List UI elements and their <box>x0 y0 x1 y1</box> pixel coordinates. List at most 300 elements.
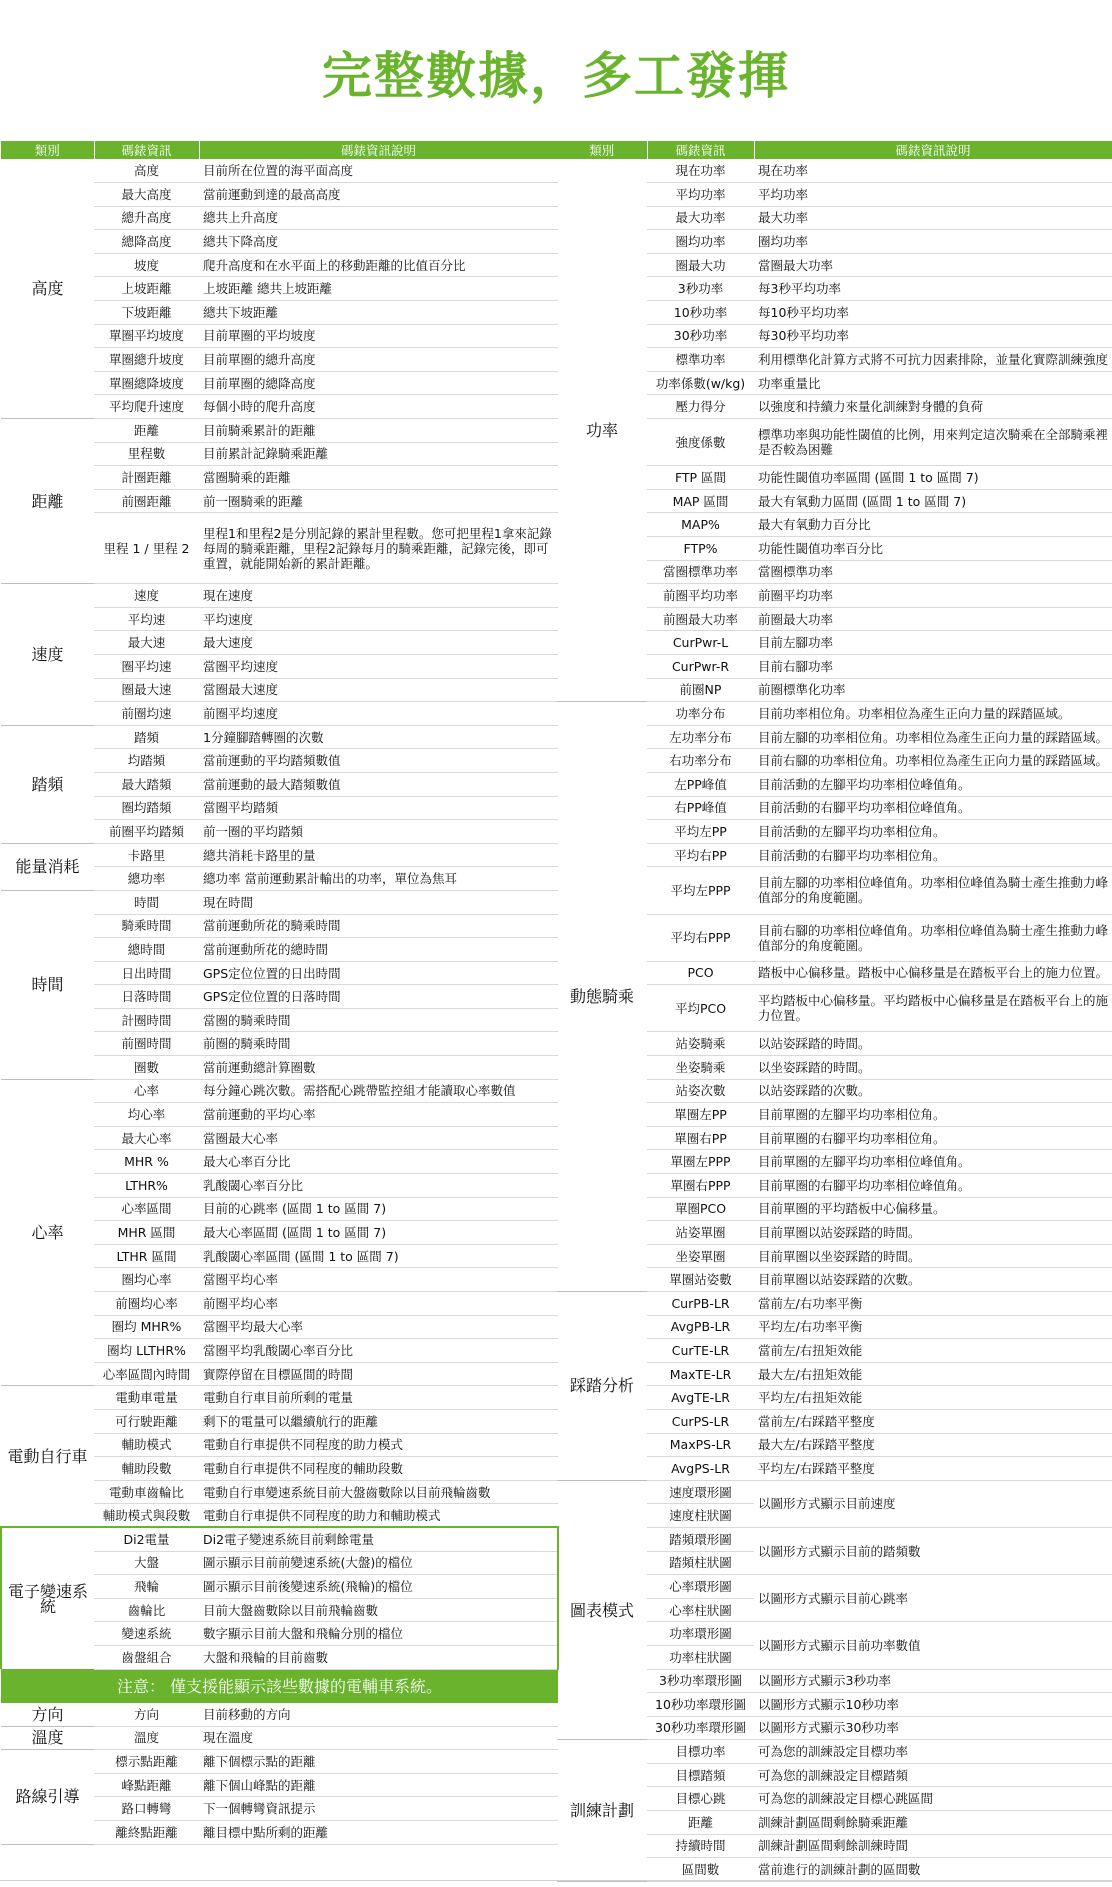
field-description-cell: 標準功率與功能性閾值的比例，用來判定這次騎乘在全部騎乘裡是否較為困難 <box>754 419 1112 466</box>
field-name-cell: 距離 <box>647 1811 754 1835</box>
field-name-cell: 最大心率 <box>94 1126 199 1150</box>
field-name-cell: 10秒功率 <box>647 301 754 325</box>
field-name-cell: 電動車齒輪比 <box>94 1480 199 1504</box>
field-description-cell: 總共上升高度 <box>199 206 558 230</box>
field-name-cell: MaxTE-LR <box>647 1362 754 1386</box>
field-description-cell: 電動自行車提供不同程度的助力和輔助模式 <box>199 1504 558 1528</box>
field-name-cell: 里程數 <box>94 442 199 466</box>
field-name-cell: 心率區間內時間 <box>94 1362 199 1386</box>
field-name-cell: 站姿騎乘 <box>647 1032 754 1056</box>
field-description-cell: 最大速度 <box>199 631 558 655</box>
field-name-cell: 單圈右PP <box>647 1126 754 1150</box>
field-name-cell: 距離 <box>94 419 199 443</box>
field-name-cell: CurPB-LR <box>647 1292 754 1316</box>
field-description-cell: 實際停留在目標區間的時間 <box>199 1362 558 1386</box>
table-row <box>1 419 558 443</box>
field-description-cell: 剩下的電量可以繼續航行的距離 <box>199 1409 558 1433</box>
field-description-cell: 最大心率百分比 <box>199 1150 558 1174</box>
field-name-cell: MAP 區間 <box>647 489 754 513</box>
field-name-cell: 下坡距離 <box>94 301 199 325</box>
field-description-cell: 每分鐘心跳次數。需搭配心跳帶監控組才能讀取心率數值 <box>199 1079 558 1103</box>
field-name-cell: 電動車電量 <box>94 1386 199 1410</box>
field-name-cell: 最大踏頻 <box>94 772 199 796</box>
table-row <box>1 1750 558 1774</box>
category-cell: 踏頻 <box>1 725 94 843</box>
field-description-cell: 目前單圈以站姿踩踏的次數。 <box>754 1268 1112 1292</box>
table-row <box>557 702 1112 726</box>
field-description-cell: 平均功率 <box>754 183 1112 207</box>
field-name-cell: 心率 <box>94 1079 199 1103</box>
field-name-cell: 圈最大功 <box>647 253 754 277</box>
field-description-cell: 圖示顯示目前前變速系統(大盤)的檔位 <box>199 1551 558 1575</box>
field-description-cell: 里程1和里程2是分別記錄的累計里程數。您可把里程1拿來記錄每周的騎乘距離，里程2記錄每月的騎乘距離，記錄完後，即可重置，就能開始新的累計距離。 <box>199 513 558 584</box>
field-description-cell: 前一圈的平均踏頻 <box>199 820 558 844</box>
field-description-cell: 當前運動的最大踏頻數值 <box>199 772 558 796</box>
field-description-cell: 當圈平均踏頻 <box>199 796 558 820</box>
field-name-cell: 標示點距離 <box>94 1750 199 1774</box>
field-name-cell: MAP% <box>647 513 754 537</box>
field-name-cell: 目標心跳 <box>647 1787 754 1811</box>
field-description-cell: 電動自行車提供不同程度的輔助段數 <box>199 1457 558 1481</box>
category-cell: 動態騎乘 <box>557 702 647 1292</box>
field-description-cell: 目前右腳的功率相位峰值角。功率相位峰值為騎士產生推動力峰值部分的角度範圍。 <box>754 914 1112 961</box>
field-name-cell: MaxPS-LR <box>647 1433 754 1457</box>
header-description: 碼錶資訊說明 <box>199 141 558 159</box>
field-name-cell: 平均功率 <box>647 183 754 207</box>
field-description-cell: 大盤和飛輪的目前齒數 <box>199 1645 558 1669</box>
field-description-cell: GPS定位位置的日落時間 <box>199 985 558 1009</box>
ebike-note-row <box>1 1669 558 1703</box>
left-header-row <box>1 141 558 159</box>
field-name-cell: AvgPB-LR <box>647 1315 754 1339</box>
left-data-table <box>0 141 559 1845</box>
field-description-cell: 目前左腳的功率相位角。功率相位為產生正向力量的踩踏區域。 <box>754 725 1112 749</box>
field-description-cell: 以圖形方式顯示10秒功率 <box>754 1693 1112 1717</box>
field-name-cell: 方向 <box>94 1703 199 1727</box>
field-description-cell: 前一圈騎乘的距離 <box>199 489 558 513</box>
field-name-cell: 3秒功率 <box>647 277 754 301</box>
category-cell: 電動自行車 <box>1 1386 94 1528</box>
field-name-cell: 踏頻 <box>94 725 199 749</box>
category-cell: 圖表模式 <box>557 1480 647 1740</box>
field-description-cell: 利用標準化計算方式將不可抗力因素排除，並量化實際訓練強度 <box>754 348 1112 372</box>
field-name-cell: MHR % <box>94 1150 199 1174</box>
field-description-cell: 目前左腳的功率相位峰值角。功率相位峰值為騎士產生推動力峰值部分的角度範圍。 <box>754 867 1112 914</box>
field-description-cell: 目前左腳功率 <box>754 631 1112 655</box>
category-cell: 能量消耗 <box>1 843 94 890</box>
field-description-cell: 當圈騎乘的距離 <box>199 466 558 490</box>
field-description-cell: 乳酸閾心率百分比 <box>199 1174 558 1198</box>
field-name-cell: 峰點距離 <box>94 1773 199 1797</box>
field-name-cell: 最大速 <box>94 631 199 655</box>
field-name-cell: 單圈右PPP <box>647 1174 754 1198</box>
field-description-cell: 以坐姿踩踏的時間。 <box>754 1056 1112 1080</box>
field-name-cell: 均踏頻 <box>94 749 199 773</box>
category-cell: 溫度 <box>1 1726 94 1750</box>
field-name-cell: 目標踏頻 <box>647 1763 754 1787</box>
field-name-cell: CurTE-LR <box>647 1339 754 1363</box>
field-description-cell: 平均左/右功率平衡 <box>754 1315 1112 1339</box>
field-name-cell: 前圈均心率 <box>94 1292 199 1316</box>
field-description-cell: 當圈平均最大心率 <box>199 1315 558 1339</box>
field-description-cell: 當前運動的平均踏頻數值 <box>199 749 558 773</box>
field-name-cell: 單圈左PPP <box>647 1150 754 1174</box>
field-name-cell: 當圈標準功率 <box>647 560 754 584</box>
field-name-cell: 總升高度 <box>94 206 199 230</box>
field-name-cell: AvgPS-LR <box>647 1457 754 1481</box>
field-name-cell: 坡度 <box>94 253 199 277</box>
field-name-cell: 坐姿單圈 <box>647 1244 754 1268</box>
table-row <box>1 1726 558 1750</box>
field-name-cell: 前圈NP <box>647 678 754 702</box>
table-row <box>1 159 558 183</box>
field-description-cell: 訓練計劃區間剩餘騎乘距離 <box>754 1811 1112 1835</box>
field-description-cell: 功率重量比 <box>754 371 1112 395</box>
field-description-cell: 當圈平均速度 <box>199 654 558 678</box>
field-name-cell: 總降高度 <box>94 230 199 254</box>
field-name-cell: 圈平均速 <box>94 654 199 678</box>
ebike-note: 注意： 僅支援能顯示該些數據的電輔車系統。 <box>1 1669 558 1703</box>
header-field: 碼錶資訊 <box>94 141 199 159</box>
field-description-cell: 當前運動的平均心率 <box>199 1103 558 1127</box>
field-description-cell: 當圈最大速度 <box>199 678 558 702</box>
field-name-cell: 30秒功率環形圖 <box>647 1716 754 1740</box>
field-description-cell: 總功率 當前運動累計輸出的功率，單位為焦耳 <box>199 867 558 891</box>
field-name-cell: 功率柱狀圖 <box>647 1645 754 1669</box>
table-row <box>1 843 558 867</box>
field-name-cell: 壓力得分 <box>647 395 754 419</box>
field-description-cell: 目前騎乘累計的距離 <box>199 419 558 443</box>
field-description-cell: 電動自行車提供不同程度的助力模式 <box>199 1433 558 1457</box>
field-description-cell: 目前移動的方向 <box>199 1703 558 1727</box>
field-name-cell: 輔助模式 <box>94 1433 199 1457</box>
field-description-cell: 前圈平均功率 <box>754 584 1112 608</box>
field-name-cell: 踏頻柱狀圖 <box>647 1551 754 1575</box>
field-description-cell: 當前左/右功率平衡 <box>754 1292 1112 1316</box>
field-name-cell: 持續時間 <box>647 1834 754 1858</box>
page-title: 完整數據，多工發揮 <box>322 47 790 105</box>
category-cell: 路線引導 <box>1 1750 94 1844</box>
category-cell: 距離 <box>1 419 94 584</box>
field-description-cell: Di2電子變速系統目前剩餘電量 <box>199 1527 558 1551</box>
field-name-cell: 心率區間 <box>94 1197 199 1221</box>
field-description-cell: 以圖形方式顯示30秒功率 <box>754 1716 1112 1740</box>
field-name-cell: 日落時間 <box>94 985 199 1009</box>
field-description-cell: 上坡距離 總共上坡距離 <box>199 277 558 301</box>
field-name-cell: 坐姿騎乘 <box>647 1056 754 1080</box>
field-description-cell: 平均踏板中心偏移量。平均踏板中心偏移量是在踏板平台上的施力位置。 <box>754 985 1112 1032</box>
table-row <box>557 1740 1112 1764</box>
field-description-cell: 當前進行的訓練計劃的區間數 <box>754 1858 1112 1882</box>
field-name-cell: 右PP峰值 <box>647 796 754 820</box>
field-description-cell: 最大功率 <box>754 206 1112 230</box>
field-description-cell: 前圈平均心率 <box>199 1292 558 1316</box>
category-cell: 方向 <box>1 1703 94 1727</box>
field-name-cell: 左PP峰值 <box>647 772 754 796</box>
field-name-cell: 平均PCO <box>647 985 754 1032</box>
field-description-cell: 以站姿踩踏的次數。 <box>754 1079 1112 1103</box>
field-name-cell: 輔助段數 <box>94 1457 199 1481</box>
field-name-cell: 10秒功率環形圖 <box>647 1693 754 1717</box>
field-description-cell: 當圈最大功率 <box>754 253 1112 277</box>
field-name-cell: 離終點距離 <box>94 1820 199 1844</box>
table-row <box>1 1079 558 1103</box>
field-description-cell: GPS定位位置的日出時間 <box>199 961 558 985</box>
field-name-cell: 圈均功率 <box>647 230 754 254</box>
field-name-cell: 均心率 <box>94 1103 199 1127</box>
field-description-cell: 最大有氧動力百分比 <box>754 513 1112 537</box>
field-name-cell: 前圈距離 <box>94 489 199 513</box>
field-name-cell: 上坡距離 <box>94 277 199 301</box>
field-name-cell: 平均速 <box>94 607 199 631</box>
field-description-cell: 電動自行車變速系統目前大盤齒數除以目前飛輪齒數 <box>199 1480 558 1504</box>
field-name-cell: 卡路里 <box>94 843 199 867</box>
field-description-cell: 最大心率區間 (區間 1 to 區間 7) <box>199 1221 558 1245</box>
field-description-cell: 可為您的訓練設定目標踏頻 <box>754 1763 1112 1787</box>
field-name-cell: 速度環形圖 <box>647 1480 754 1504</box>
field-name-cell: 3秒功率環形圖 <box>647 1669 754 1693</box>
right-header-row <box>557 141 1112 159</box>
field-name-cell: 圈均踏頻 <box>94 796 199 820</box>
field-name-cell: 圈均 LLTHR% <box>94 1339 199 1363</box>
field-name-cell: 前圈均速 <box>94 702 199 726</box>
field-description-cell: 當圈最大心率 <box>199 1126 558 1150</box>
field-name-cell: 齒輪比 <box>94 1598 199 1622</box>
field-name-cell: 功率環形圖 <box>647 1622 754 1646</box>
field-description-cell: 總共下坡距離 <box>199 301 558 325</box>
bottom-divider <box>0 1880 1112 1881</box>
field-description-cell: 前圈平均速度 <box>199 702 558 726</box>
field-name-cell: 單圈總降坡度 <box>94 371 199 395</box>
field-name-cell: 計圈距離 <box>94 466 199 490</box>
field-name-cell: 速度 <box>94 584 199 608</box>
field-description-cell: 每個小時的爬升高度 <box>199 395 558 419</box>
field-description-cell: 每30秒平均功率 <box>754 324 1112 348</box>
field-description-cell: 目前單圈的右腳平均功率相位角。 <box>754 1126 1112 1150</box>
field-name-cell: 平均右PPP <box>647 914 754 961</box>
field-description-cell: 目前單圈的平均坡度 <box>199 324 558 348</box>
field-description-cell: 功能性閾值功率百分比 <box>754 537 1112 561</box>
field-description-cell: 當圈平均乳酸閾心率百分比 <box>199 1339 558 1363</box>
category-cell: 速度 <box>1 584 94 726</box>
field-description-cell: 數字顯示目前大盤和飛輪分別的檔位 <box>199 1622 558 1646</box>
field-description-cell: 下一個轉彎資訊提示 <box>199 1797 558 1821</box>
field-name-cell: 騎乘時間 <box>94 914 199 938</box>
field-name-cell: 站姿單圈 <box>647 1221 754 1245</box>
right-table-body <box>557 159 1112 1881</box>
field-name-cell: LTHR 區間 <box>94 1244 199 1268</box>
field-name-cell: CurPS-LR <box>647 1409 754 1433</box>
field-description-cell: 離目標中點所剩的距離 <box>199 1820 558 1844</box>
field-name-cell: 標準功率 <box>647 348 754 372</box>
field-description-cell: 目前單圈的左腳平均功率相位峰值角。 <box>754 1150 1112 1174</box>
field-description-cell: 目前大盤齒數除以目前飛輪齒數 <box>199 1598 558 1622</box>
field-name-cell: 路口轉彎 <box>94 1797 199 1821</box>
field-name-cell: 平均左PPP <box>647 867 754 914</box>
field-description-cell: 當圈標準功率 <box>754 560 1112 584</box>
field-description-cell: 目前功率相位角。功率相位為產生正向力量的踩踏區域。 <box>754 702 1112 726</box>
field-name-cell: 溫度 <box>94 1726 199 1750</box>
field-description-cell: 前圈最大功率 <box>754 607 1112 631</box>
category-cell: 訓練計劃 <box>557 1740 647 1882</box>
field-description-cell: 以圖形方式顯示目前心跳率 <box>754 1575 1112 1622</box>
field-description-cell: 當前左/右踩踏平整度 <box>754 1409 1112 1433</box>
field-description-cell: 目前單圈的總升高度 <box>199 348 558 372</box>
field-description-cell: 以圖形方式顯示目前速度 <box>754 1480 1112 1527</box>
field-name-cell: 輔助模式與段數 <box>94 1504 199 1528</box>
field-name-cell: 變速系統 <box>94 1622 199 1646</box>
category-cell: 踩踏分析 <box>557 1292 647 1481</box>
field-name-cell: 前圈時間 <box>94 1032 199 1056</box>
field-name-cell: 可行駛距離 <box>94 1409 199 1433</box>
field-name-cell: 踏頻環形圖 <box>647 1527 754 1551</box>
field-description-cell: 目前右腳功率 <box>754 654 1112 678</box>
field-description-cell: 功能性閾值功率區間 (區間 1 to 區間 7) <box>754 466 1112 490</box>
field-description-cell: 目前的心跳率 (區間 1 to 區間 7) <box>199 1197 558 1221</box>
field-description-cell: 離下個標示點的距離 <box>199 1750 558 1774</box>
field-description-cell: 踏板中心偏移量。踏板中心偏移量是在踏板平台上的施力位置。 <box>754 961 1112 985</box>
field-description-cell: 可為您的訓練設定目標心跳區間 <box>754 1787 1112 1811</box>
field-description-cell: 離下個山峰點的距離 <box>199 1773 558 1797</box>
field-description-cell: 當圈的騎乘時間 <box>199 1008 558 1032</box>
field-name-cell: MHR 區間 <box>94 1221 199 1245</box>
field-description-cell: 目前活動的右腳平均功率相位角。 <box>754 843 1112 867</box>
field-name-cell: 總功率 <box>94 867 199 891</box>
field-description-cell: 當前運動所花的總時間 <box>199 938 558 962</box>
field-description-cell: 當前運動到達的最高高度 <box>199 183 558 207</box>
table-row <box>557 1480 1112 1504</box>
header-field: 碼錶資訊 <box>647 141 754 159</box>
field-name-cell: 左功率分布 <box>647 725 754 749</box>
field-description-cell: 目前單圈以站姿踩踏的時間。 <box>754 1221 1112 1245</box>
field-name-cell: AvgTE-LR <box>647 1386 754 1410</box>
field-description-cell: 圈均功率 <box>754 230 1112 254</box>
field-description-cell: 1分鐘腳踏轉圈的次數 <box>199 725 558 749</box>
table-row <box>1 725 558 749</box>
field-description-cell: 目前右腳的功率相位角。功率相位為產生正向力量的踩踏區域。 <box>754 749 1112 773</box>
category-cell: 高度 <box>1 159 94 419</box>
field-name-cell: 齒盤組合 <box>94 1645 199 1669</box>
field-description-cell: 前圈的騎乘時間 <box>199 1032 558 1056</box>
field-name-cell: 速度柱狀圖 <box>647 1504 754 1528</box>
field-name-cell: 最大功率 <box>647 206 754 230</box>
field-name-cell: 計圈時間 <box>94 1008 199 1032</box>
field-description-cell: 電動自行車目前所剩的電量 <box>199 1386 558 1410</box>
field-name-cell: 單圈總升坡度 <box>94 348 199 372</box>
table-row <box>1 584 558 608</box>
field-description-cell: 目前活動的左腳平均功率相位角。 <box>754 820 1112 844</box>
field-name-cell: 平均右PP <box>647 843 754 867</box>
field-description-cell: 現在功率 <box>754 159 1112 183</box>
field-description-cell: 總共下降高度 <box>199 230 558 254</box>
field-name-cell: 總時間 <box>94 938 199 962</box>
field-description-cell: 以圖形方式顯示目前功率數值 <box>754 1622 1112 1669</box>
field-name-cell: 圈均心率 <box>94 1268 199 1292</box>
right-data-table <box>557 141 1112 1882</box>
field-description-cell: 以圖形方式顯示目前的踏頻數 <box>754 1527 1112 1574</box>
field-description-cell: 目前所在位置的海平面高度 <box>199 159 558 183</box>
table-row <box>1 1527 558 1551</box>
field-name-cell: 平均左PP <box>647 820 754 844</box>
field-description-cell: 現在速度 <box>199 584 558 608</box>
field-name-cell: 日出時間 <box>94 961 199 985</box>
field-description-cell: 當前左/右扭矩效能 <box>754 1339 1112 1363</box>
field-description-cell: 總共消耗卡路里的量 <box>199 843 558 867</box>
field-description-cell: 最大左/右踩踏平整度 <box>754 1433 1112 1457</box>
field-name-cell: FTP% <box>647 537 754 561</box>
field-name-cell: 單圈左PP <box>647 1103 754 1127</box>
field-description-cell: 目前單圈的左腳平均功率相位角。 <box>754 1103 1112 1127</box>
field-description-cell: 當前運動總計算圈數 <box>199 1056 558 1080</box>
field-name-cell: 功率分布 <box>647 702 754 726</box>
field-name-cell: 目標功率 <box>647 1740 754 1764</box>
field-name-cell: 單圈PCO <box>647 1197 754 1221</box>
field-name-cell: 心率環形圖 <box>647 1575 754 1599</box>
field-description-cell: 可為您的訓練設定目標功率 <box>754 1740 1112 1764</box>
field-name-cell: 飛輪 <box>94 1575 199 1599</box>
field-name-cell: FTP 區間 <box>647 466 754 490</box>
field-description-cell: 最大左/右扭矩效能 <box>754 1362 1112 1386</box>
field-description-cell: 目前活動的右腳平均功率相位峰值角。 <box>754 796 1112 820</box>
field-name-cell: PCO <box>647 961 754 985</box>
table-row <box>557 159 1112 183</box>
field-name-cell: 心率柱狀圖 <box>647 1598 754 1622</box>
field-description-cell: 每10秒平均功率 <box>754 301 1112 325</box>
field-name-cell: 平均爬升速度 <box>94 395 199 419</box>
field-description-cell: 目前單圈的右腳平均功率相位峰值角。 <box>754 1174 1112 1198</box>
field-name-cell: 現在功率 <box>647 159 754 183</box>
field-description-cell: 目前累計記錄騎乘距離 <box>199 442 558 466</box>
left-table-body <box>1 159 558 1844</box>
field-name-cell: 圈最大速 <box>94 678 199 702</box>
field-name-cell: 右功率分布 <box>647 749 754 773</box>
category-cell: 電子變速系統 <box>1 1527 94 1669</box>
header-category: 類別 <box>1 141 94 159</box>
field-description-cell: 平均左/右扭矩效能 <box>754 1386 1112 1410</box>
field-name-cell: 最大高度 <box>94 183 199 207</box>
field-description-cell: 以站姿踩踏的時間。 <box>754 1032 1112 1056</box>
field-name-cell: 圈均 MHR% <box>94 1315 199 1339</box>
category-cell: 功率 <box>557 159 647 702</box>
field-description-cell: 乳酸閾心率區間 (區間 1 to 區間 7) <box>199 1244 558 1268</box>
field-name-cell: 30秒功率 <box>647 324 754 348</box>
field-name-cell: 前圈最大功率 <box>647 607 754 631</box>
table-row <box>1 1386 558 1410</box>
field-name-cell: 高度 <box>94 159 199 183</box>
field-description-cell: 當圈平均心率 <box>199 1268 558 1292</box>
field-description-cell: 現在時間 <box>199 890 558 914</box>
field-name-cell: 站姿次數 <box>647 1079 754 1103</box>
field-name-cell: 區間數 <box>647 1858 754 1882</box>
header-category: 類別 <box>557 141 647 159</box>
table-row <box>1 890 558 914</box>
field-name-cell: Di2電量 <box>94 1527 199 1551</box>
field-description-cell: 當前運動所花的騎乘時間 <box>199 914 558 938</box>
field-name-cell: 單圈站姿數 <box>647 1268 754 1292</box>
field-description-cell: 訓練計劃區間剩餘訓練時間 <box>754 1834 1112 1858</box>
field-description-cell: 最大有氧動力區間 (區間 1 to 區間 7) <box>754 489 1112 513</box>
field-name-cell: 圈數 <box>94 1056 199 1080</box>
field-name-cell: 功率係數(w/kg) <box>647 371 754 395</box>
field-description-cell: 平均速度 <box>199 607 558 631</box>
field-description-cell: 以強度和持續力來量化訓練對身體的負荷 <box>754 395 1112 419</box>
field-name-cell: 前圈平均功率 <box>647 584 754 608</box>
field-description-cell: 目前單圈的總降高度 <box>199 371 558 395</box>
field-name-cell: 大盤 <box>94 1551 199 1575</box>
field-description-cell: 以圖形方式顯示3秒功率 <box>754 1669 1112 1693</box>
field-name-cell: LTHR% <box>94 1174 199 1198</box>
field-description-cell: 爬升高度和在水平面上的移動距離的比值百分比 <box>199 253 558 277</box>
